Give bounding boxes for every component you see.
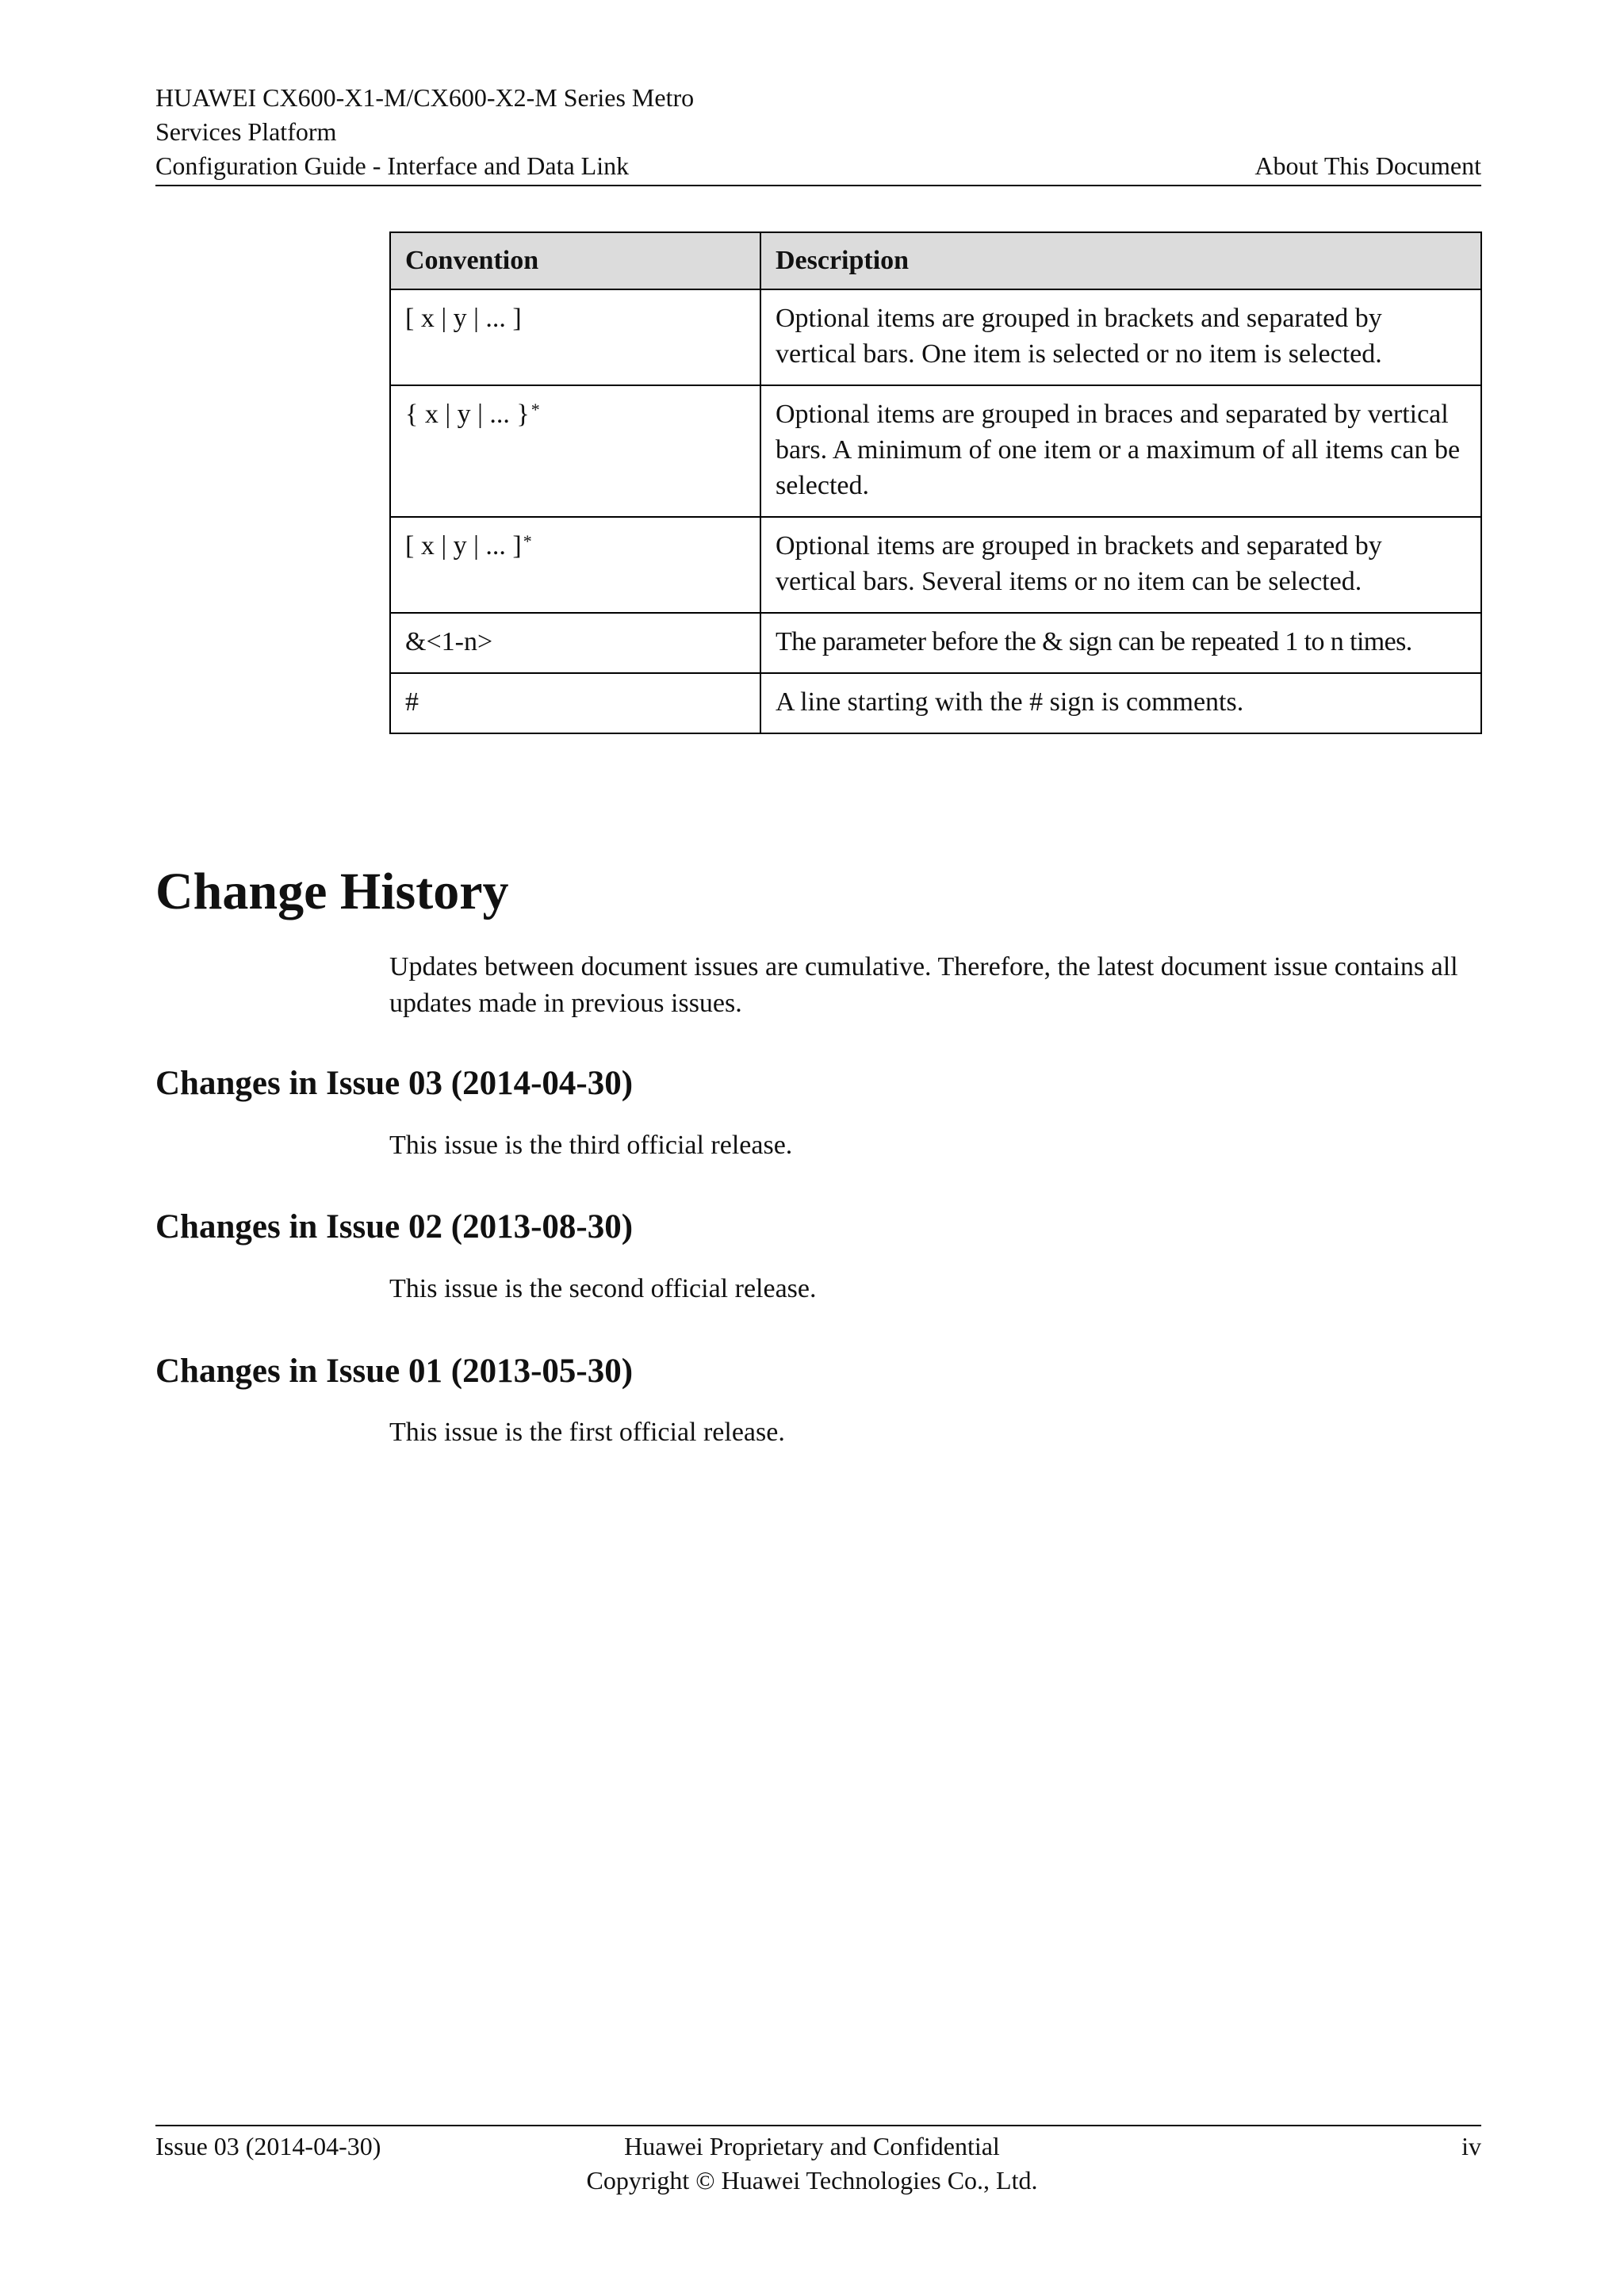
superscript-asterisk: *: [523, 531, 532, 551]
issue-02-text: This issue is the second official release.: [389, 1274, 817, 1303]
header-product-line1: HUAWEI CX600-X1-M/CX600-X2-M Series Metro: [155, 83, 695, 112]
header-section: About This Document: [1254, 151, 1481, 180]
table-row: [390, 385, 1481, 517]
description-cell: Optional items are grouped in braces and separated by vertical bars. A minimum of one item or a maximum of all items can be selected.: [760, 385, 1481, 517]
change-history-intro: Updates between document issues are cumulative. Therefore, the latest document issue contains all updates made in previous issues.: [389, 952, 1458, 1018]
table-row: [390, 673, 1481, 733]
description-cell: Optional items are grouped in brackets and separated by vertical bars. Several items or no item can be selected.: [760, 517, 1481, 613]
description-cell: A line starting with the # sign is comments.: [760, 673, 1481, 733]
convention-text: [ x | y | ... ]: [405, 531, 522, 561]
table-row: [390, 289, 1481, 385]
header-guide-title: Configuration Guide - Interface and Data Link: [155, 151, 630, 180]
footer-confidential: Huawei Proprietary and Confidential: [624, 2132, 1000, 2160]
description-cell: The parameter before the & sign can be repeated 1 to n times.: [760, 613, 1481, 673]
description-cell: Optional items are grouped in brackets and separated by vertical bars. One item is selected or no item is selected.: [760, 289, 1481, 385]
superscript-asterisk: *: [530, 400, 540, 419]
header-rule: [155, 185, 1481, 186]
column-header-convention: Convention: [390, 232, 760, 289]
column-header-description: Description: [760, 232, 1481, 289]
footer-issue: Issue 03 (2014-04-30): [155, 2132, 381, 2160]
issue-03-text: This issue is the third official release.: [389, 1131, 793, 1160]
convention-cell: #: [390, 673, 760, 733]
convention-cell: [390, 517, 760, 613]
header-product-line2: Services Platform: [155, 117, 337, 146]
convention-text: { x | y | ... }: [405, 400, 530, 429]
convention-table: [389, 232, 1482, 734]
issue-01-heading: Changes in Issue 01 (2013-05-30): [155, 1353, 634, 1390]
change-history-title: Change History: [155, 863, 509, 920]
footer-page-number: iv: [1461, 2132, 1481, 2160]
convention-cell: [390, 385, 760, 517]
table-row: [390, 613, 1481, 673]
issue-01-text: This issue is the first official release.: [389, 1418, 785, 1447]
table-header-row: [390, 232, 1481, 289]
convention-cell: [390, 289, 760, 385]
issue-03-heading: Changes in Issue 03 (2014-04-30): [155, 1065, 634, 1102]
issue-02-heading: Changes in Issue 02 (2013-08-30): [155, 1208, 634, 1246]
convention-cell: &<1-n>: [390, 613, 760, 673]
footer-rule: [155, 2125, 1481, 2126]
footer-copyright: Copyright © Huawei Technologies Co., Ltd.: [586, 2166, 1038, 2195]
table-row: [390, 517, 1481, 613]
convention-text: [ x | y | ... ]: [405, 304, 522, 333]
